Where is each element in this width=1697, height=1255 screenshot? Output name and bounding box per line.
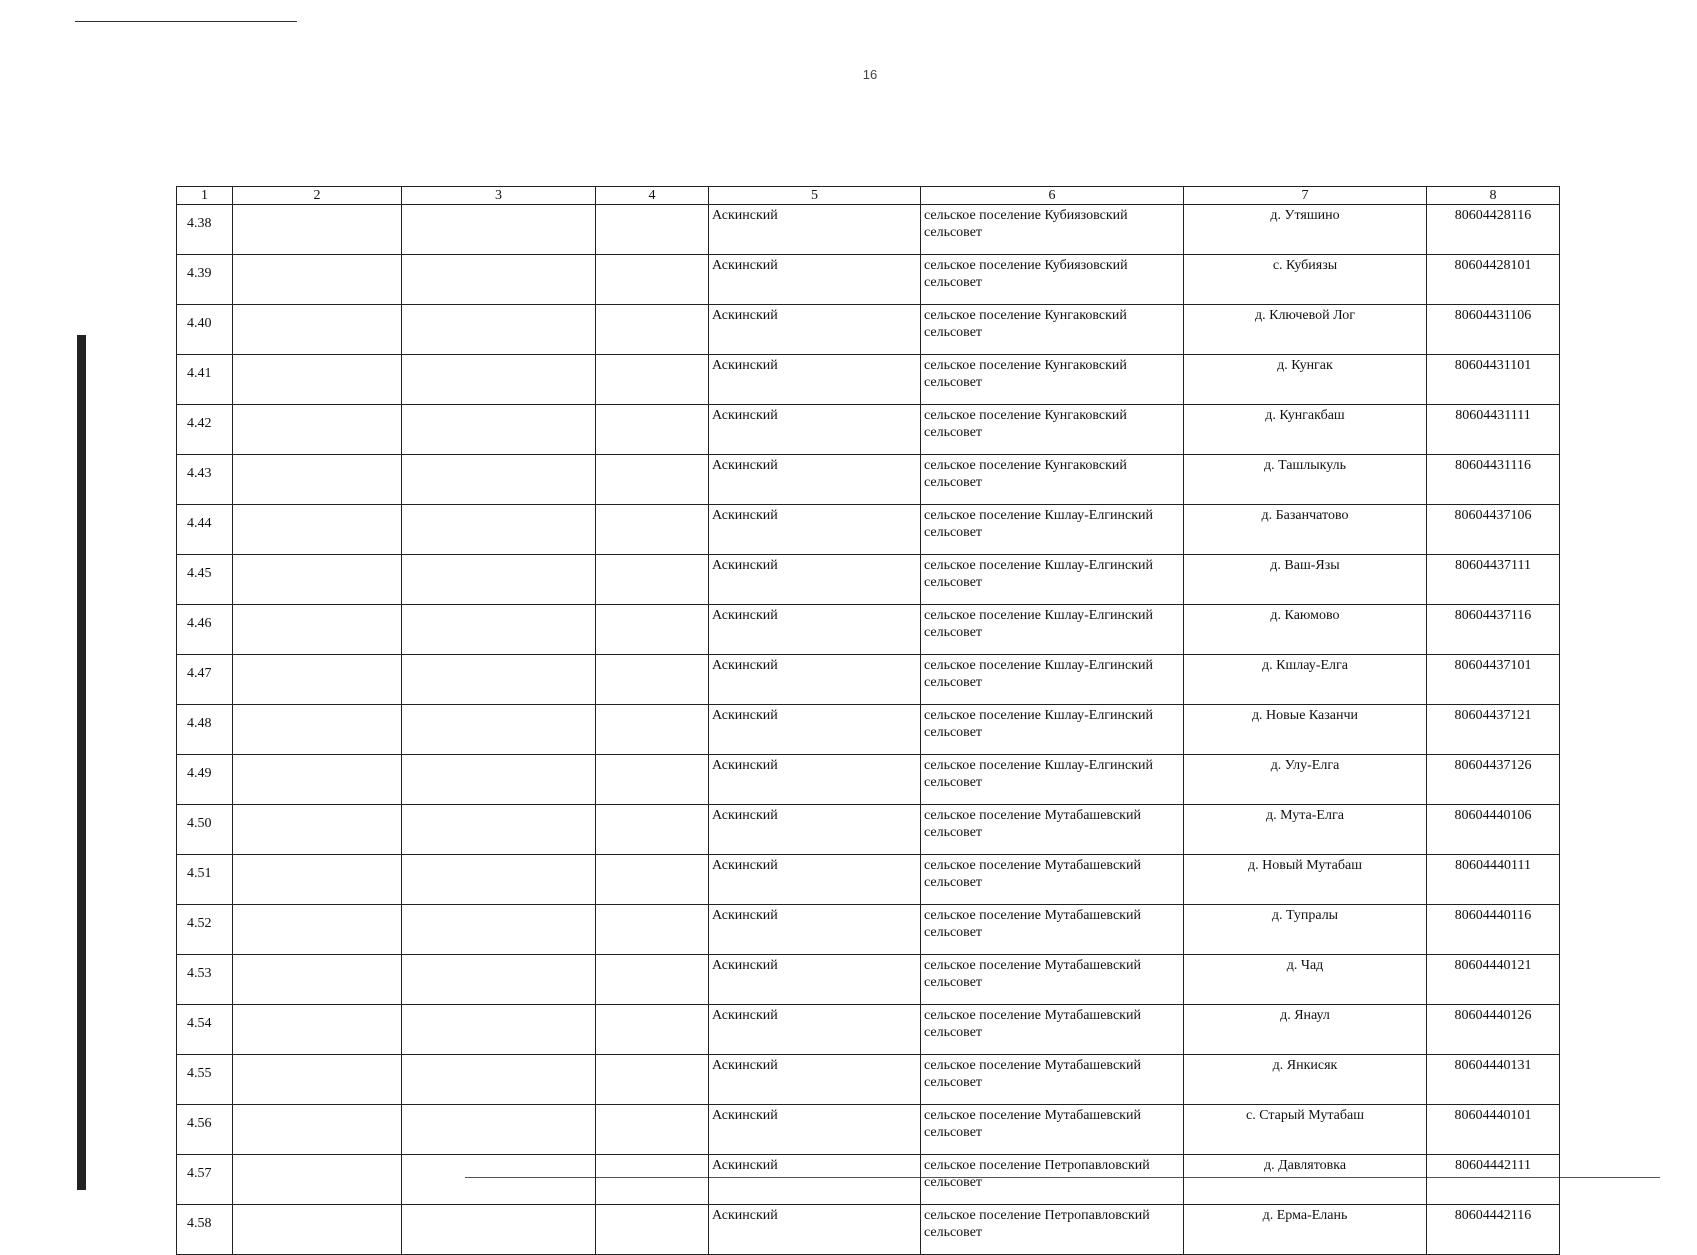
- empty-cell-2: [233, 955, 402, 1005]
- empty-cell-4: [596, 205, 709, 255]
- table-row: [177, 355, 1560, 405]
- row-number-cell: 4.44: [177, 505, 233, 555]
- locality-cell: с. Старый Мутабаш: [1184, 1105, 1427, 1155]
- oktmo-code-cell: 80604437111: [1427, 555, 1560, 605]
- row-number-cell: 4.52: [177, 905, 233, 955]
- header-cell: 8: [1427, 187, 1560, 205]
- row-number-cell: 4.53: [177, 955, 233, 1005]
- empty-cell-3: [402, 1055, 596, 1105]
- row-number-cell: 4.56: [177, 1105, 233, 1155]
- table-row: [177, 505, 1560, 555]
- table-row: [177, 805, 1560, 855]
- settlement-cell: сельское поселение Мутабашевский сельсовет: [921, 905, 1184, 955]
- settlement-cell: сельское поселение Кунгаковский сельсовет: [921, 405, 1184, 455]
- header-cell: 6: [921, 187, 1184, 205]
- header-row: [177, 187, 1560, 205]
- locality-cell: д. Утяшино: [1184, 205, 1427, 255]
- locality-cell: д. Мута-Елга: [1184, 805, 1427, 855]
- row-number-cell: 4.54: [177, 1005, 233, 1055]
- district-cell: Аскинский: [709, 1005, 921, 1055]
- locality-cell: д. Ключевой Лог: [1184, 305, 1427, 355]
- oktmo-code-cell: 80604437116: [1427, 605, 1560, 655]
- empty-cell-3: [402, 755, 596, 805]
- empty-cell-3: [402, 505, 596, 555]
- row-number-cell: 4.40: [177, 305, 233, 355]
- oktmo-code-cell: 80604437106: [1427, 505, 1560, 555]
- oktmo-code-cell: 80604440101: [1427, 1105, 1560, 1155]
- table-row: [177, 655, 1560, 705]
- settlement-cell: сельское поселение Кунгаковский сельсовет: [921, 455, 1184, 505]
- row-number-cell: 4.57: [177, 1155, 233, 1205]
- settlement-cell: сельское поселение Кшлау-Елгинский сельсовет: [921, 555, 1184, 605]
- table-row: [177, 1205, 1560, 1255]
- header-cell: 2: [233, 187, 402, 205]
- row-number-cell: 4.46: [177, 605, 233, 655]
- table-body: [177, 187, 1560, 1255]
- oktmo-code-cell: 80604442111: [1427, 1155, 1560, 1205]
- settlement-cell: сельское поселение Мутабашевский сельсовет: [921, 855, 1184, 905]
- oktmo-code-cell: 80604431101: [1427, 355, 1560, 405]
- locality-cell: д. Янаул: [1184, 1005, 1427, 1055]
- empty-cell-2: [233, 705, 402, 755]
- empty-cell-2: [233, 655, 402, 705]
- locality-cell: д. Базанчатово: [1184, 505, 1427, 555]
- empty-cell-3: [402, 705, 596, 755]
- locality-cell: д. Ерма-Елань: [1184, 1205, 1427, 1255]
- empty-cell-4: [596, 705, 709, 755]
- settlement-cell: сельское поселение Кшлау-Елгинский сельсовет: [921, 655, 1184, 705]
- top-left-rule: [75, 21, 297, 22]
- empty-cell-4: [596, 305, 709, 355]
- table-row: [177, 905, 1560, 955]
- left-binding-edge: [77, 335, 86, 1190]
- oktmo-code-cell: 80604431116: [1427, 455, 1560, 505]
- settlement-cell: сельское поселение Мутабашевский сельсовет: [921, 1005, 1184, 1055]
- district-cell: Аскинский: [709, 755, 921, 805]
- empty-cell-2: [233, 805, 402, 855]
- settlement-cell: сельское поселение Мутабашевский сельсовет: [921, 805, 1184, 855]
- empty-cell-2: [233, 555, 402, 605]
- empty-cell-4: [596, 905, 709, 955]
- locality-cell: д. Кунгак: [1184, 355, 1427, 405]
- table-row: [177, 1155, 1560, 1205]
- table-row: [177, 305, 1560, 355]
- empty-cell-4: [596, 655, 709, 705]
- empty-cell-4: [596, 805, 709, 855]
- oktmo-code-cell: 80604437101: [1427, 655, 1560, 705]
- register-table: [176, 186, 1560, 1255]
- oktmo-code-cell: 80604431106: [1427, 305, 1560, 355]
- empty-cell-2: [233, 1055, 402, 1105]
- row-number-cell: 4.38: [177, 205, 233, 255]
- settlement-cell: сельское поселение Кшлау-Елгинский сельсовет: [921, 605, 1184, 655]
- district-cell: Аскинский: [709, 205, 921, 255]
- district-cell: Аскинский: [709, 255, 921, 305]
- locality-cell: д. Кшлау-Елга: [1184, 655, 1427, 705]
- district-cell: Аскинский: [709, 1105, 921, 1155]
- district-cell: Аскинский: [709, 655, 921, 705]
- district-cell: Аскинский: [709, 1055, 921, 1105]
- oktmo-code-cell: 80604440111: [1427, 855, 1560, 905]
- district-cell: Аскинский: [709, 805, 921, 855]
- locality-cell: д. Улу-Елга: [1184, 755, 1427, 805]
- empty-cell-4: [596, 755, 709, 805]
- empty-cell-3: [402, 355, 596, 405]
- empty-cell-3: [402, 455, 596, 505]
- table-row: [177, 955, 1560, 1005]
- locality-cell: д. Новый Мутабаш: [1184, 855, 1427, 905]
- empty-cell-2: [233, 1205, 402, 1255]
- district-cell: Аскинский: [709, 605, 921, 655]
- empty-cell-4: [596, 605, 709, 655]
- table-row: [177, 205, 1560, 255]
- settlement-cell: сельское поселение Кубиязовский сельсовет: [921, 255, 1184, 305]
- empty-cell-2: [233, 905, 402, 955]
- oktmo-code-cell: 80604431111: [1427, 405, 1560, 455]
- empty-cell-4: [596, 355, 709, 405]
- empty-cell-4: [596, 1205, 709, 1255]
- empty-cell-2: [233, 405, 402, 455]
- empty-cell-4: [596, 405, 709, 455]
- row-number-cell: 4.42: [177, 405, 233, 455]
- empty-cell-4: [596, 455, 709, 505]
- table-row: [177, 755, 1560, 805]
- empty-cell-3: [402, 905, 596, 955]
- table-row: [177, 555, 1560, 605]
- row-number-cell: 4.39: [177, 255, 233, 305]
- settlement-cell: сельское поселение Кунгаковский сельсовет: [921, 305, 1184, 355]
- table-row: [177, 455, 1560, 505]
- locality-cell: д. Новые Казанчи: [1184, 705, 1427, 755]
- empty-cell-2: [233, 605, 402, 655]
- empty-cell-2: [233, 755, 402, 805]
- empty-cell-4: [596, 505, 709, 555]
- row-number-cell: 4.41: [177, 355, 233, 405]
- district-cell: Аскинский: [709, 855, 921, 905]
- district-cell: Аскинский: [709, 1205, 921, 1255]
- header-cell: 7: [1184, 187, 1427, 205]
- district-cell: Аскинский: [709, 505, 921, 555]
- empty-cell-2: [233, 505, 402, 555]
- locality-cell: д. Тупралы: [1184, 905, 1427, 955]
- settlement-cell: сельское поселение Мутабашевский сельсовет: [921, 955, 1184, 1005]
- table-row: [177, 705, 1560, 755]
- oktmo-code-cell: 80604440131: [1427, 1055, 1560, 1105]
- empty-cell-2: [233, 455, 402, 505]
- empty-cell-3: [402, 305, 596, 355]
- empty-cell-4: [596, 255, 709, 305]
- table-row: [177, 855, 1560, 905]
- locality-cell: д. Каюмово: [1184, 605, 1427, 655]
- oktmo-code-cell: 80604442116: [1427, 1205, 1560, 1255]
- header-cell: 3: [402, 187, 596, 205]
- locality-cell: д. Чад: [1184, 955, 1427, 1005]
- oktmo-code-cell: 80604440106: [1427, 805, 1560, 855]
- empty-cell-4: [596, 1055, 709, 1105]
- row-number-cell: 4.51: [177, 855, 233, 905]
- empty-cell-4: [596, 555, 709, 605]
- oktmo-code-cell: 80604428101: [1427, 255, 1560, 305]
- oktmo-code-cell: 80604440116: [1427, 905, 1560, 955]
- district-cell: Аскинский: [709, 305, 921, 355]
- empty-cell-4: [596, 855, 709, 905]
- district-cell: Аскинский: [709, 955, 921, 1005]
- district-cell: Аскинский: [709, 355, 921, 405]
- header-cell: 4: [596, 187, 709, 205]
- district-cell: Аскинский: [709, 705, 921, 755]
- empty-cell-3: [402, 555, 596, 605]
- empty-cell-4: [596, 1005, 709, 1055]
- empty-cell-3: [402, 805, 596, 855]
- settlement-cell: сельское поселение Кшлау-Елгинский сельсовет: [921, 705, 1184, 755]
- district-cell: Аскинский: [709, 905, 921, 955]
- empty-cell-2: [233, 305, 402, 355]
- row-number-cell: 4.45: [177, 555, 233, 605]
- oktmo-code-cell: 80604437121: [1427, 705, 1560, 755]
- empty-cell-3: [402, 205, 596, 255]
- oktmo-code-cell: 80604428116: [1427, 205, 1560, 255]
- oktmo-code-cell: 80604437126: [1427, 755, 1560, 805]
- empty-cell-2: [233, 1005, 402, 1055]
- table-row: [177, 405, 1560, 455]
- oktmo-code-cell: 80604440126: [1427, 1005, 1560, 1055]
- district-cell: Аскинский: [709, 455, 921, 505]
- table-row: [177, 1005, 1560, 1055]
- locality-cell: д. Давлятовка: [1184, 1155, 1427, 1205]
- locality-cell: д. Кунгакбаш: [1184, 405, 1427, 455]
- empty-cell-4: [596, 1105, 709, 1155]
- settlement-cell: сельское поселение Кшлау-Елгинский сельсовет: [921, 505, 1184, 555]
- row-number-cell: 4.58: [177, 1205, 233, 1255]
- district-cell: Аскинский: [709, 1155, 921, 1205]
- empty-cell-3: [402, 255, 596, 305]
- empty-cell-3: [402, 605, 596, 655]
- settlement-cell: сельское поселение Мутабашевский сельсовет: [921, 1105, 1184, 1155]
- row-number-cell: 4.43: [177, 455, 233, 505]
- settlement-cell: сельское поселение Петропавловский сельсовет: [921, 1205, 1184, 1255]
- empty-cell-2: [233, 1155, 402, 1205]
- empty-cell-4: [596, 1155, 709, 1205]
- empty-cell-2: [233, 855, 402, 905]
- row-number-cell: 4.47: [177, 655, 233, 705]
- row-number-cell: 4.48: [177, 705, 233, 755]
- row-number-cell: 4.49: [177, 755, 233, 805]
- row-number-cell: 4.55: [177, 1055, 233, 1105]
- empty-cell-2: [233, 205, 402, 255]
- settlement-cell: сельское поселение Петропавловский сельсовет: [921, 1155, 1184, 1205]
- empty-cell-3: [402, 1205, 596, 1255]
- header-cell: 1: [177, 187, 233, 205]
- district-cell: Аскинский: [709, 555, 921, 605]
- empty-cell-3: [402, 855, 596, 905]
- locality-cell: д. Ваш-Язы: [1184, 555, 1427, 605]
- empty-cell-3: [402, 1005, 596, 1055]
- locality-cell: д. Янкисяк: [1184, 1055, 1427, 1105]
- settlement-cell: сельское поселение Кшлау-Елгинский сельсовет: [921, 755, 1184, 805]
- empty-cell-4: [596, 955, 709, 1005]
- empty-cell-3: [402, 955, 596, 1005]
- table-row: [177, 255, 1560, 305]
- page-number: 16: [862, 67, 878, 82]
- settlement-cell: сельское поселение Мутабашевский сельсовет: [921, 1055, 1184, 1105]
- locality-cell: д. Ташлыкуль: [1184, 455, 1427, 505]
- header-cell: 5: [709, 187, 921, 205]
- settlement-cell: сельское поселение Кунгаковский сельсовет: [921, 355, 1184, 405]
- locality-cell: с. Кубиязы: [1184, 255, 1427, 305]
- table-row: [177, 1105, 1560, 1155]
- empty-cell-2: [233, 355, 402, 405]
- empty-cell-3: [402, 655, 596, 705]
- table-row: [177, 1055, 1560, 1105]
- empty-cell-3: [402, 405, 596, 455]
- row-number-cell: 4.50: [177, 805, 233, 855]
- empty-cell-3: [402, 1155, 596, 1205]
- table-row: [177, 605, 1560, 655]
- settlement-cell: сельское поселение Кубиязовский сельсовет: [921, 205, 1184, 255]
- empty-cell-2: [233, 255, 402, 305]
- empty-cell-2: [233, 1105, 402, 1155]
- district-cell: Аскинский: [709, 405, 921, 455]
- oktmo-code-cell: 80604440121: [1427, 955, 1560, 1005]
- empty-cell-3: [402, 1105, 596, 1155]
